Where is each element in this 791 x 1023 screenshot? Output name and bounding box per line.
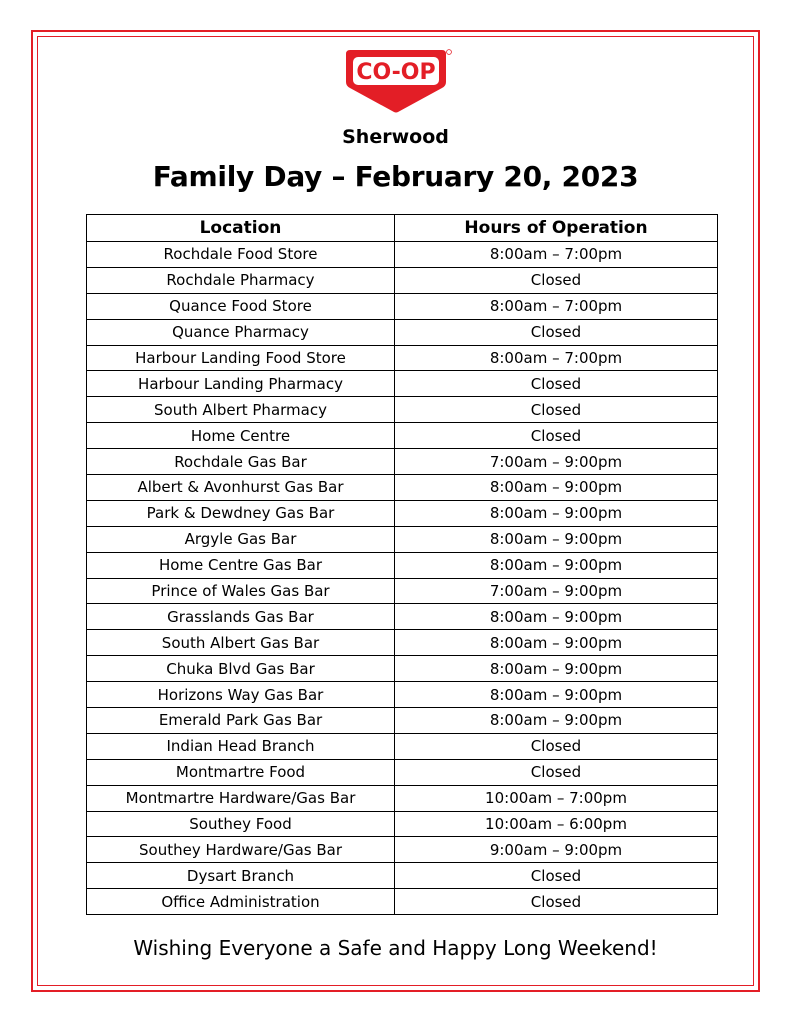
location-subtitle: Sherwood (342, 126, 449, 148)
table-row (87, 293, 718, 319)
hours-cell: 8:00am – 9:00pm (395, 630, 718, 656)
column-header-hours: Hours of Operation (395, 215, 718, 242)
location-cell: Office Administration (87, 889, 395, 915)
location-cell: Albert & Avonhurst Gas Bar (87, 475, 395, 501)
location-cell: Montmartre Food (87, 759, 395, 785)
table-row (87, 345, 718, 371)
hours-cell: 8:00am – 9:00pm (395, 526, 718, 552)
table-row (87, 371, 718, 397)
hours-cell: 8:00am – 9:00pm (395, 500, 718, 526)
table-row (87, 604, 718, 630)
table-row (87, 526, 718, 552)
table-row (87, 889, 718, 915)
location-cell: Home Centre Gas Bar (87, 552, 395, 578)
page-title: Family Day – February 20, 2023 (152, 160, 639, 193)
hours-cell: Closed (395, 733, 718, 759)
location-cell: Rochdale Pharmacy (87, 267, 395, 293)
table-row (87, 500, 718, 526)
hours-cell: 10:00am – 7:00pm (395, 785, 718, 811)
hours-cell: 8:00am – 9:00pm (395, 682, 718, 708)
location-cell: Indian Head Branch (87, 733, 395, 759)
table-row (87, 656, 718, 682)
location-cell: Argyle Gas Bar (87, 526, 395, 552)
hours-cell: Closed (395, 423, 718, 449)
hours-cell: 10:00am – 6:00pm (395, 811, 718, 837)
footer-message: Wishing Everyone a Safe and Happy Long Weekend! (133, 936, 658, 960)
table-row (87, 759, 718, 785)
location-cell: Park & Dewdney Gas Bar (87, 500, 395, 526)
table-row (87, 682, 718, 708)
hours-cell: Closed (395, 889, 718, 915)
table-row (87, 397, 718, 423)
location-cell: Rochdale Food Store (87, 242, 395, 268)
table-header-row (87, 215, 718, 242)
location-cell: Montmartre Hardware/Gas Bar (87, 785, 395, 811)
table-row (87, 811, 718, 837)
location-cell: Dysart Branch (87, 863, 395, 889)
hours-cell: 8:00am – 9:00pm (395, 552, 718, 578)
location-cell: Prince of Wales Gas Bar (87, 578, 395, 604)
table-row (87, 242, 718, 268)
hours-cell: 8:00am – 9:00pm (395, 475, 718, 501)
location-cell: Quance Pharmacy (87, 319, 395, 345)
hours-cell: 9:00am – 9:00pm (395, 837, 718, 863)
location-cell: Grasslands Gas Bar (87, 604, 395, 630)
location-cell: Quance Food Store (87, 293, 395, 319)
hours-cell: Closed (395, 863, 718, 889)
table-row (87, 785, 718, 811)
table-row (87, 733, 718, 759)
hours-cell: 8:00am – 9:00pm (395, 656, 718, 682)
hours-cell: 8:00am – 7:00pm (395, 242, 718, 268)
hours-cell: 7:00am – 9:00pm (395, 449, 718, 475)
hours-cell: 8:00am – 9:00pm (395, 708, 718, 734)
coop-logo (336, 48, 456, 116)
hours-cell: Closed (395, 397, 718, 423)
hours-cell: 8:00am – 7:00pm (395, 345, 718, 371)
location-cell: Rochdale Gas Bar (87, 449, 395, 475)
table-row (87, 837, 718, 863)
hours-cell: 7:00am – 9:00pm (395, 578, 718, 604)
location-cell: Southey Food (87, 811, 395, 837)
hours-cell: 8:00am – 9:00pm (395, 604, 718, 630)
location-cell: Southey Hardware/Gas Bar (87, 837, 395, 863)
table-row (87, 708, 718, 734)
location-cell: Home Centre (87, 423, 395, 449)
location-cell: Harbour Landing Pharmacy (87, 371, 395, 397)
table-row (87, 630, 718, 656)
hours-cell: 8:00am – 7:00pm (395, 293, 718, 319)
hours-cell: Closed (395, 319, 718, 345)
table-row (87, 578, 718, 604)
logo-text: CO-OP (356, 60, 436, 85)
column-header-location: Location (87, 215, 395, 242)
location-cell: Emerald Park Gas Bar (87, 708, 395, 734)
table-row (87, 267, 718, 293)
hours-cell: Closed (395, 371, 718, 397)
location-cell: South Albert Gas Bar (87, 630, 395, 656)
table-row (87, 552, 718, 578)
table-row (87, 319, 718, 345)
table-row (87, 449, 718, 475)
location-cell: Horizons Way Gas Bar (87, 682, 395, 708)
location-cell: South Albert Pharmacy (87, 397, 395, 423)
table-row (87, 863, 718, 889)
location-cell: Harbour Landing Food Store (87, 345, 395, 371)
location-cell: Chuka Blvd Gas Bar (87, 656, 395, 682)
hours-cell: Closed (395, 759, 718, 785)
table-row (87, 423, 718, 449)
hours-table (86, 214, 718, 915)
table-row (87, 475, 718, 501)
hours-cell: Closed (395, 267, 718, 293)
